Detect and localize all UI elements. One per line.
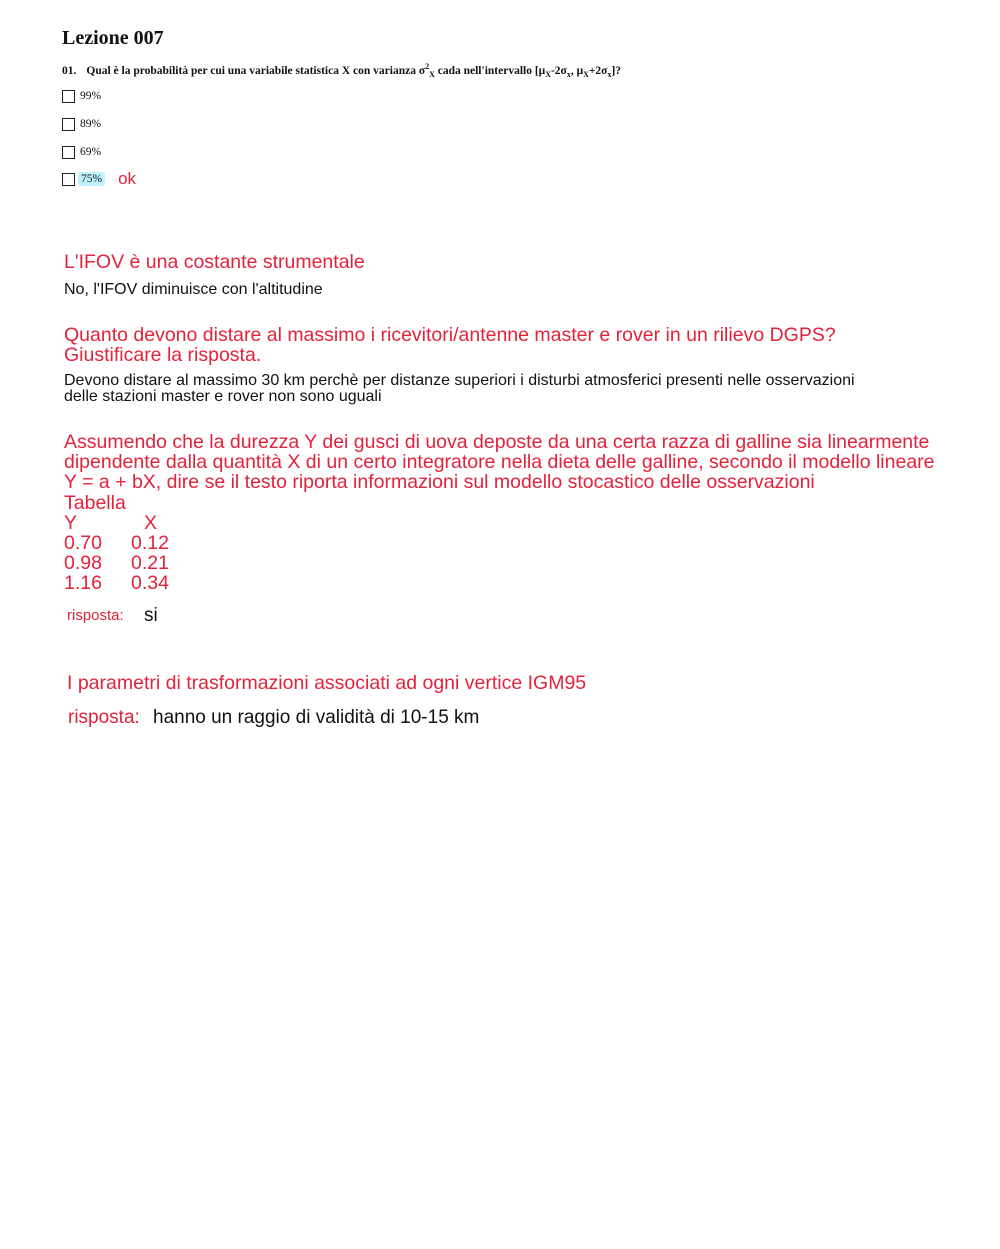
dgps-question-line-1: Quanto devono distare al massimo i ricevitori/antenne master e rover in un rilievo DGPS? [64,324,836,346]
checkbox-option-2[interactable] [62,118,75,131]
ok-note: ok [118,169,137,188]
checkbox-option-4[interactable] [62,173,75,186]
option-3-label: 69% [80,146,102,158]
ifov-answer: No, l'IFOV diminuisce con l'altitudine [64,281,323,298]
table-row [64,553,169,573]
table-cell-y: 0.98 [64,552,102,574]
igm95-response-label: risposta: [68,707,140,728]
table-label: Tabella [64,492,126,514]
option-3[interactable] [62,144,103,160]
dgps-question-line-2: Giustificare la risposta. [64,344,262,366]
option-1-label: 99% [80,90,102,102]
checkbox-option-3[interactable] [62,146,75,159]
dgps-answer-line-1: Devono distare al massimo 30 km perchè per distanze superiori i disturbi atmosferici presenti nelle osservazioni [64,372,855,389]
table-header-x: X [144,512,158,534]
lesson-title: Lezione 007 [62,27,164,49]
table-cell-y: 1.16 [64,572,102,594]
table-cell-x: 0.34 [131,572,169,594]
eggs-response-label: risposta: [67,607,124,624]
table-cell-x: 0.12 [131,532,169,554]
option-4-label-highlighted: 75% [78,172,105,186]
table-row [64,573,169,593]
table-cell-x: 0.21 [131,552,169,574]
option-2[interactable] [62,116,103,132]
option-4[interactable] [62,171,136,187]
eggs-response-value: si [144,605,158,626]
igm95-response-value: hanno un raggio di validità di 10-15 km [153,707,480,728]
table-header-row [64,513,157,533]
eggs-question-line-2: dipendente dalla quantità X di un certo integratore nella dieta delle galline, secondo il modello lineare [64,451,935,473]
table-header-y: Y [64,512,78,534]
eggs-question-line-3: Y = a + bX, dire se il testo riporta informazioni sul modello stocastico delle osservazioni [64,471,815,493]
dgps-answer-line-2: delle stazioni master e rover non sono uguali [64,388,382,405]
question-01-text: 01. Qual è la probabilità per cui una variabile statistica X con varianza $\sigma^2_X$ cada nell'intervallo [$\mu_X-2\sigma_x$, $\mu_X+2\sigma_x$]? [62,62,622,80]
option-2-label: 89% [80,118,102,130]
table-cell-y: 0.70 [64,532,102,554]
question-number: 01. [62,64,77,77]
checkbox-option-1[interactable] [62,90,75,103]
ifov-question: L'IFOV è una costante strumentale [64,251,365,273]
option-1[interactable] [62,88,103,104]
igm95-question: I parametri di trasformazioni associati ad ogni vertice IGM95 [67,672,587,694]
eggs-question-line-1: Assumendo che la durezza Y dei gusci di uova deposte da una certa razza di galline sia linearmente [64,431,930,453]
table-row [64,533,169,553]
